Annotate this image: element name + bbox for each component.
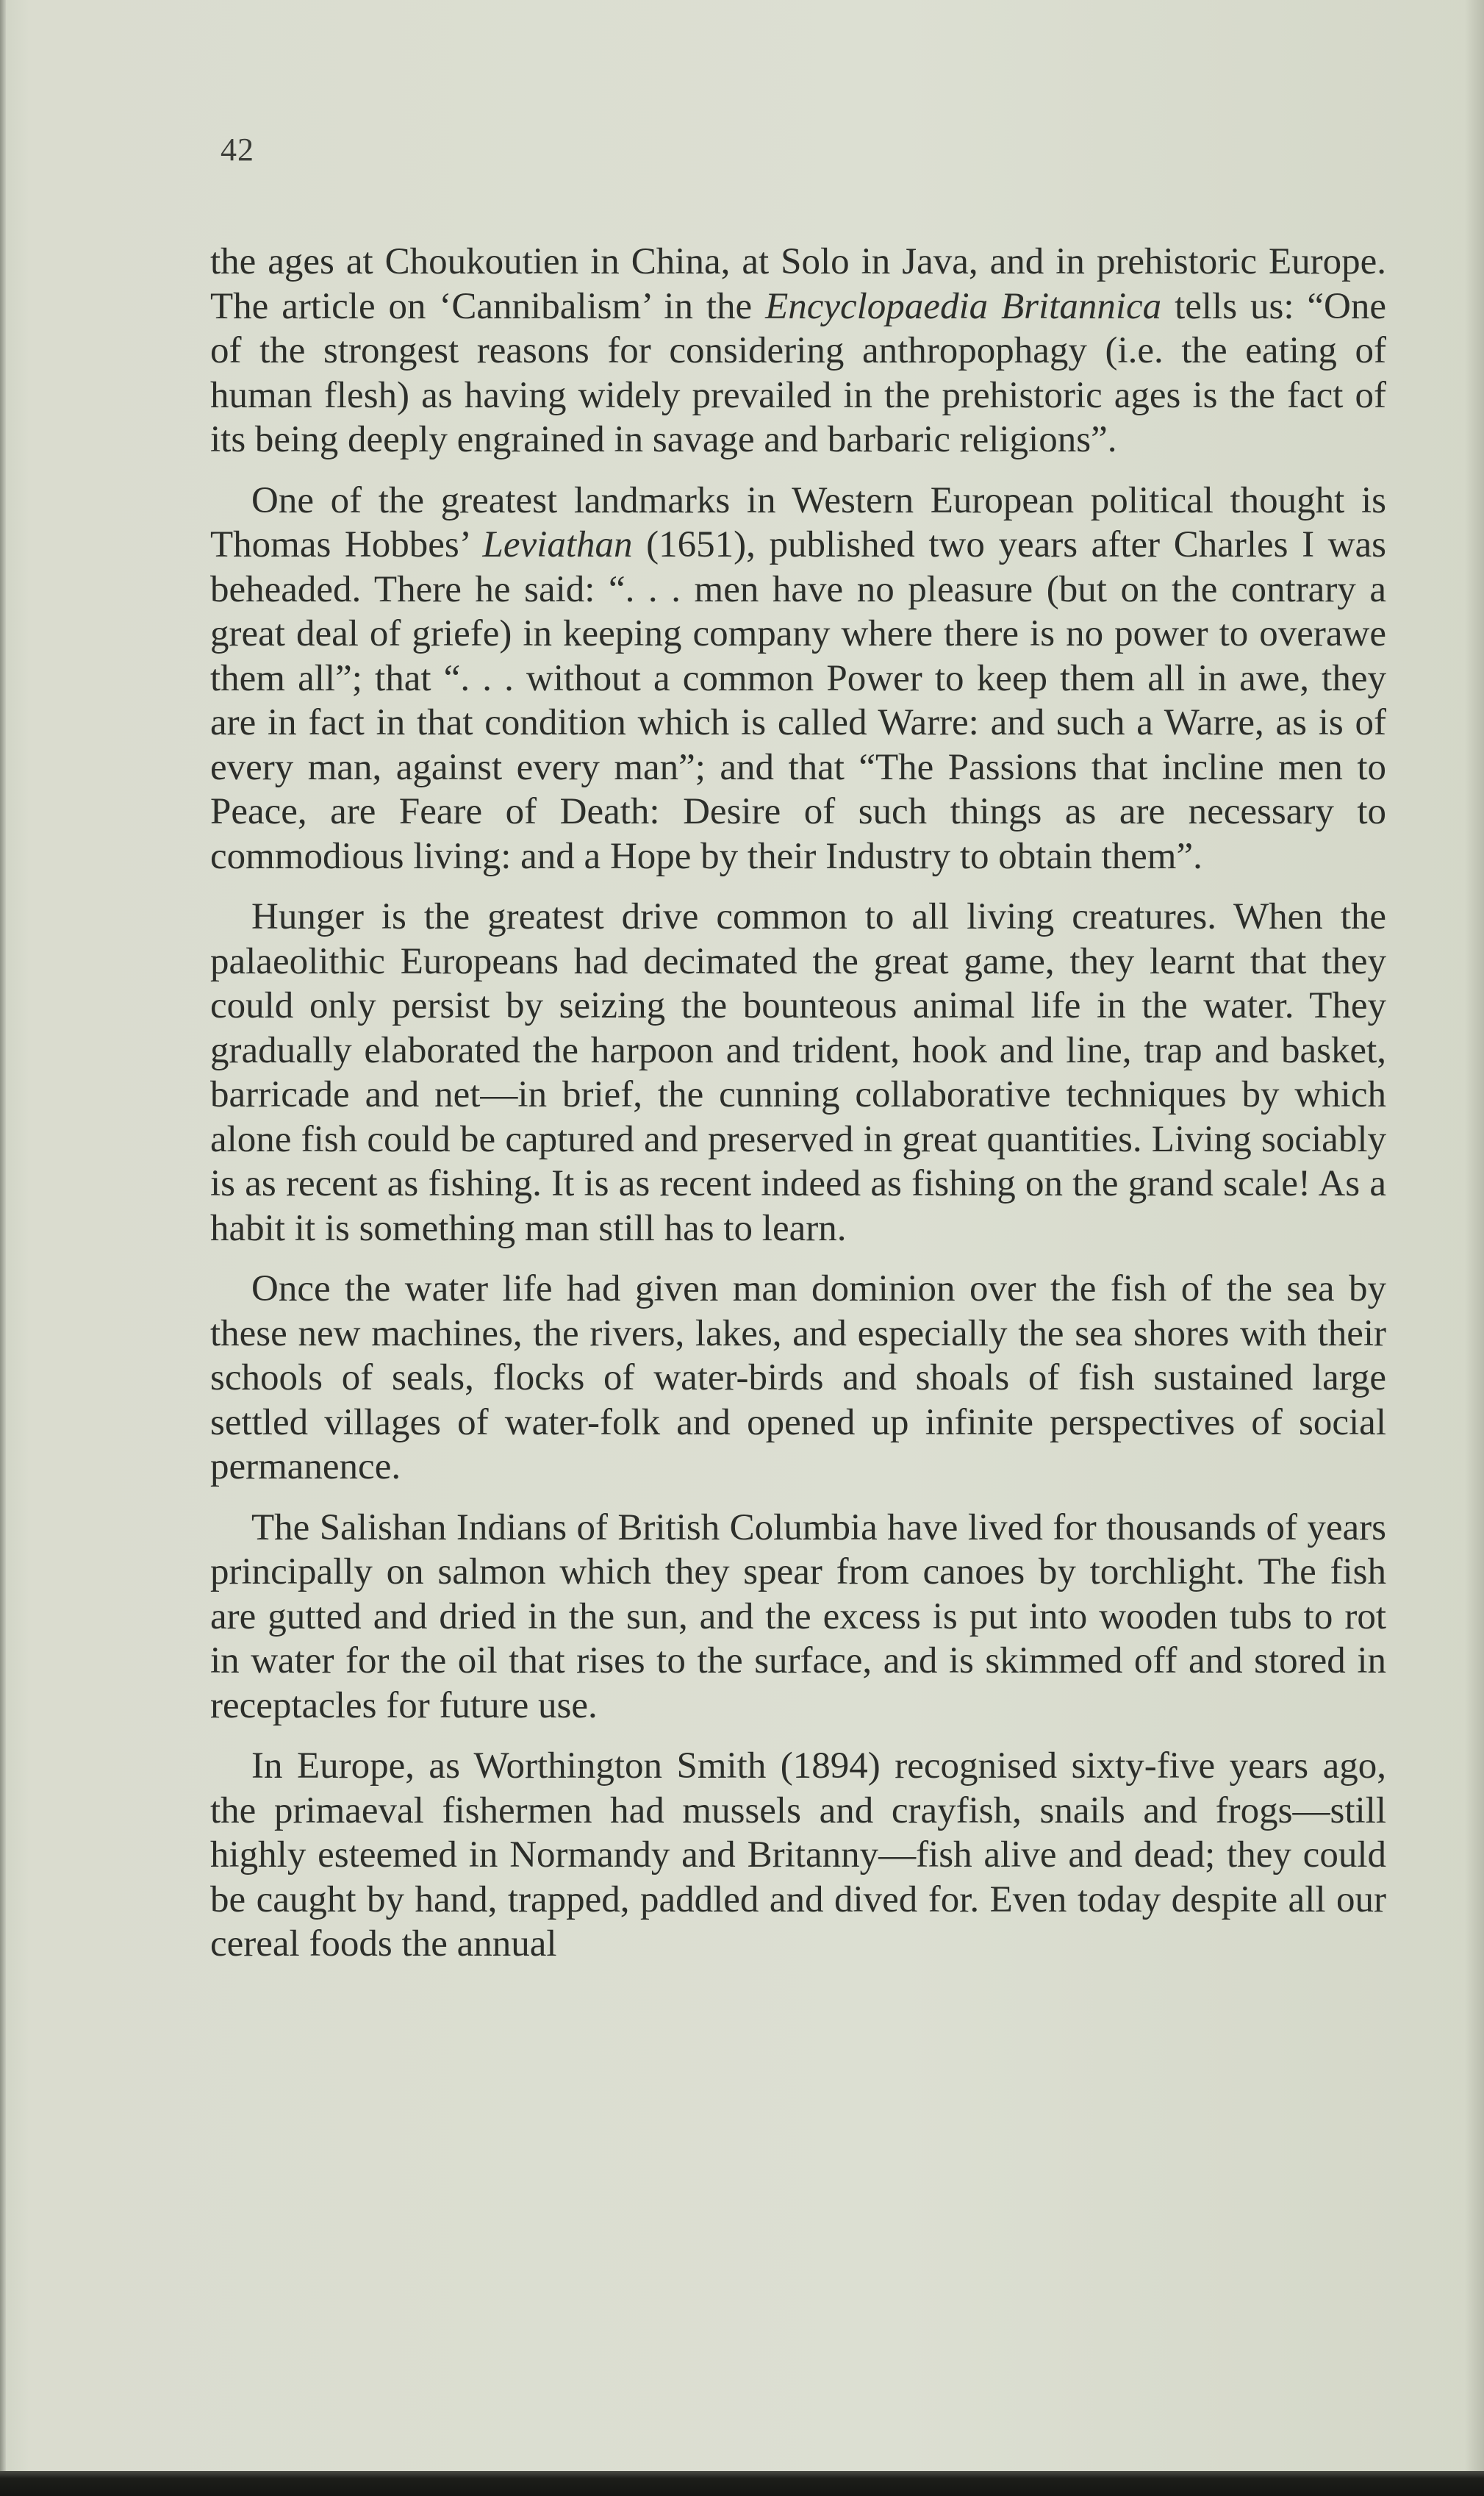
italic-title: Encyclopaedia Britannica [765, 285, 1162, 327]
paragraph [210, 1744, 1386, 1967]
body-text [210, 240, 1386, 1983]
text-run: In Europe, as Worthington Smith (1894) recognised sixty-five years ago, the primaeval fishermen had mussels and crayfish, snails and frogs—still highly esteemed in Normandy and Britanny—fish alive and dead; they could be caught by hand, trapped, paddled and dived for. Even today despite all our cereal foods the annual [210, 1745, 1386, 1964]
paragraph [210, 240, 1386, 462]
page-left-edge [0, 0, 6, 2496]
text-run: One of the greatest landmarks in Western European political thought is Thomas Hobbes’ [210, 479, 1386, 565]
page-number: 42 [221, 132, 254, 168]
paragraph [210, 1267, 1386, 1490]
italic-title: Leviathan [482, 524, 633, 565]
scan-bottom-edge [0, 2471, 1484, 2496]
paragraph [210, 479, 1386, 879]
page-right-edge [1465, 0, 1484, 2496]
text-run: the ages at Choukoutien in China, at Solo in Java, and in prehistoric Europe. The article on ‘Cannibalism’ in the [210, 241, 1386, 327]
text-run: The Salishan Indians of British Columbia have lived for thousands of years principally on salmon which they spear from canoes by torchlight. The fish are gutted and dried in the sun, and the excess is put into wooden tubs to rot in water for the oil that rises to the surface, and is skimmed off and stored in receptacles for future use. [210, 1506, 1386, 1726]
text-run: Hunger is the greatest drive common to all living creatures. When the palaeolithic Europeans had decimated the great game, they learnt that they could only persist by seizing the bounteous animal life in the water. They gradually elaborated the harpoon and trident, hook and line, trap and basket, barricade and net—in brief, the cunning collaborative techniques by which alone fish could be captured and preserved in great quantities. Living sociably is as recent as fishing. It is as recent indeed as fishing on the grand scale! As a habit it is something man still has to learn. [210, 896, 1386, 1249]
text-run: (1651), published two years after Charles I was beheaded. There he said: “. . . men have no pleasure (but on the contrary a great deal of griefe) in keeping company where there is no power to overawe them all”; that “. . . without a common Power to keep them all in awe, they are in fact in that condition which is called Warre: and such a Warre, as is of every man, against every man”; and that “The Passions that incline men to Peace, are Feare of Death: Desire of such things as are necessary to commodious living: and a Hope by their Industry to obtain them”. [210, 524, 1386, 877]
text-run: tells us: “One of the strongest reasons for considering anthropophagy (i.e. the eating of human flesh) as having widely prevailed in the prehistoric ages is the fact of its being deeply engrained in savage and barbaric religions”. [210, 285, 1386, 460]
text-run: Once the water life had given man dominion over the fish of the sea by these new machines, the rivers, lakes, and especially the sea shores with their schools of seals, flocks of water-birds and shoals of fish sustained large settled villages of water-folk and opened up infinite perspectives of social permanence. [210, 1268, 1386, 1487]
paragraph [210, 895, 1386, 1251]
paragraph [210, 1506, 1386, 1728]
